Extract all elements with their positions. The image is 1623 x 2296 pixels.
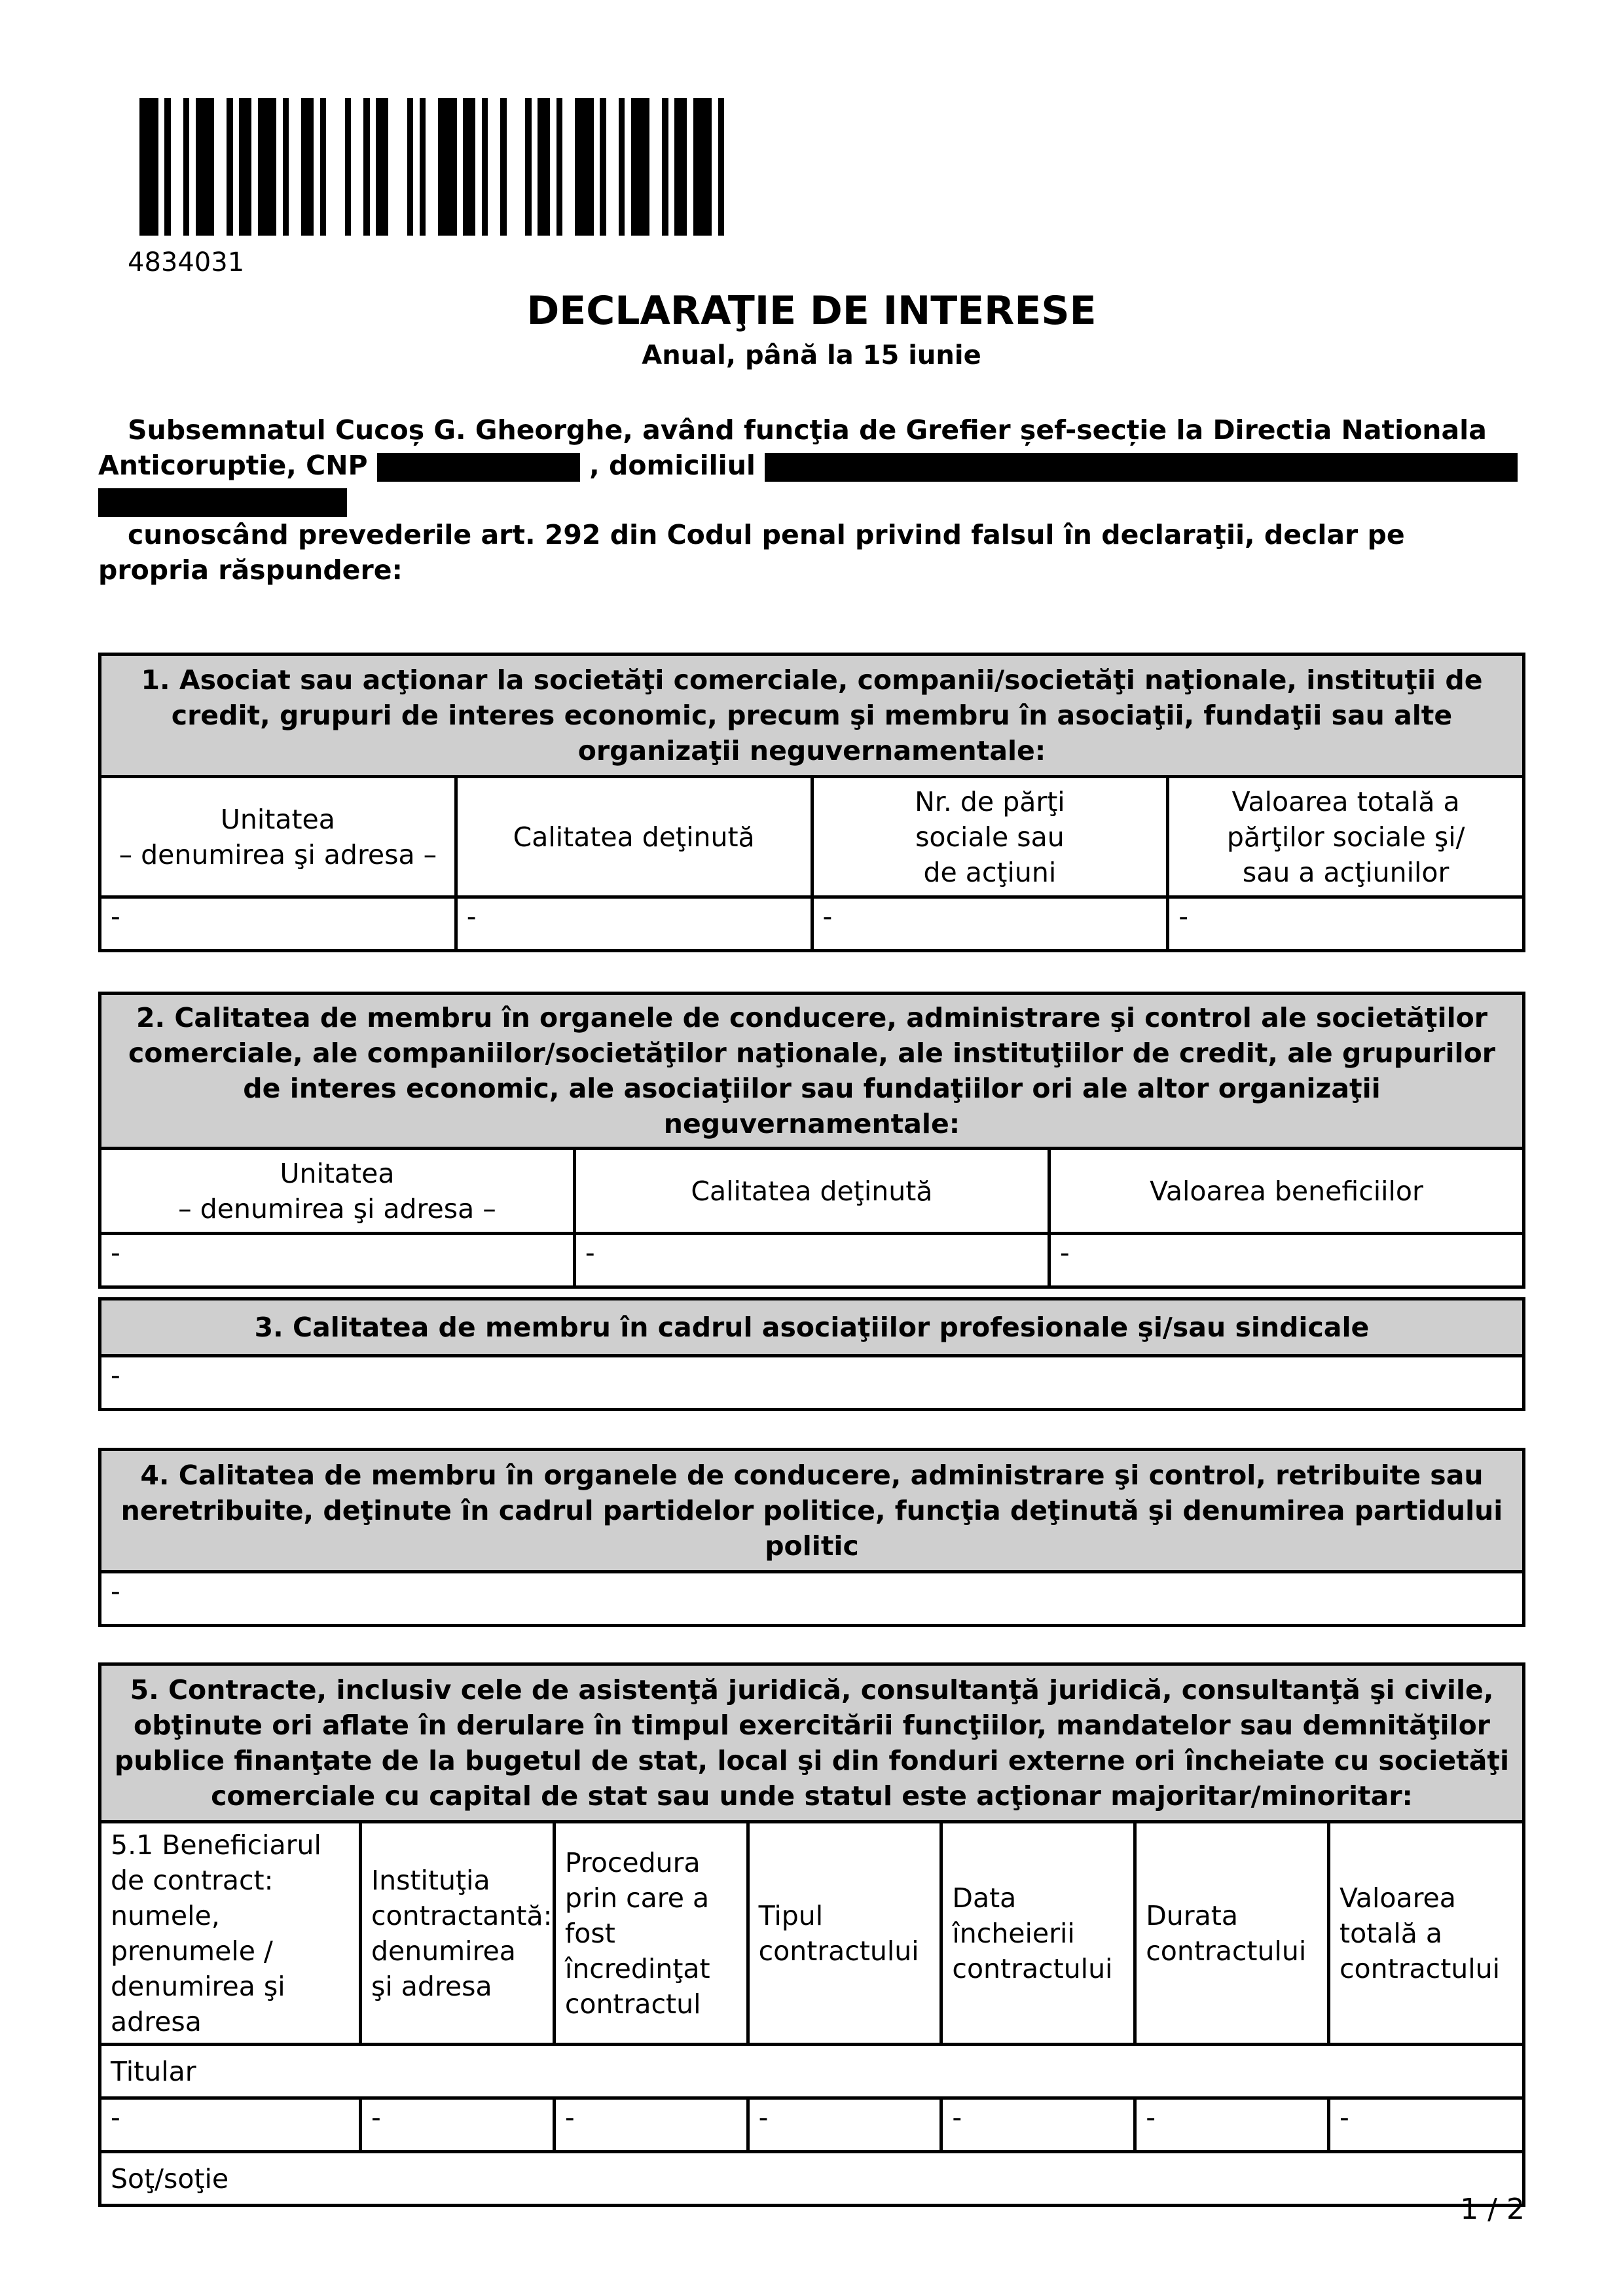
redacted-cnp (377, 453, 580, 482)
page-subtitle: Anual, până la 15 iunie (642, 340, 981, 370)
section5-col-value: Valoarea totală a contractului (1329, 1822, 1524, 2045)
barcode-bar (525, 98, 532, 236)
barcode-bar (619, 98, 625, 236)
barcode (139, 98, 886, 236)
barcode-bar (693, 98, 712, 236)
table-cell: - (100, 2098, 361, 2152)
section2-col-quality: Calitatea deţinută (574, 1149, 1049, 1234)
table-cell: - (812, 897, 1168, 951)
section4-heading: 4. Calitatea de membru în organele de conducere, administrare şi control, retribuite sau neretribuite, deţinute în cadrul partidelor politice, funcţia deţinută şi denumirea partidului politic (100, 1450, 1524, 1572)
table-cell: - (748, 2098, 941, 2152)
barcode-bar (196, 98, 215, 236)
barcode-bar (600, 98, 606, 236)
barcode-bar (283, 98, 289, 236)
barcode-bar (438, 98, 457, 236)
intro-paragraph (98, 412, 1519, 518)
barcode-bar (631, 98, 650, 236)
section5-col-institution: Instituţia contractantă: denumirea şi adresa (361, 1822, 555, 2045)
intro-text: Subsemnatul Cucoș G. Gheorghe, având funcţia de Grefier șef-secție la Directia Nationala Anticoruptie, CNP (98, 414, 1487, 481)
barcode-bar (320, 98, 327, 236)
section2-col-unit: Unitatea – denumirea şi adresa – (100, 1149, 575, 1234)
section5-heading: 5. Contracte, inclusiv cele de asistenţă juridică, consultanţă juridică, consultanţă şi civile, obţinute ori aflate în derulare în timpul exercitării funcţiilor, mandatelor sau demnităţilor publice finanţate de la bugetul de stat, local şi din fonduri externe ori încheiate cu societăţi comerciale cu capital de stat sau unde statul este acţionar majoritar/minoritar: (100, 1664, 1524, 1822)
section5-titular-row: Titular (100, 2045, 1524, 2098)
barcode-bar (674, 98, 687, 236)
redacted-address (765, 453, 1518, 482)
table-cell: - (941, 2098, 1135, 2152)
table-cell: - (100, 897, 456, 951)
section5-table (98, 1662, 1525, 2207)
table-cell: - (1049, 1234, 1523, 1287)
barcode-bar (139, 98, 158, 236)
barcode-bar (575, 98, 594, 236)
barcode-bar (500, 98, 507, 236)
redacted-address-cont (98, 488, 347, 517)
section5-col-procedure: Procedura prin care a fost încredinţat contractul (554, 1822, 748, 2045)
barcode-bar (239, 98, 251, 236)
section5-col-duration: Durata contractului (1135, 1822, 1329, 2045)
table-cell: - (100, 1234, 575, 1287)
barcode-bar (258, 98, 277, 236)
section4-table (98, 1448, 1525, 1627)
table-cell: - (554, 2098, 748, 2152)
barcode-bar (363, 98, 370, 236)
section2-col-benefits: Valoarea beneficiilor (1049, 1149, 1523, 1234)
barcode-bar (407, 98, 414, 236)
barcode-bar (662, 98, 668, 236)
barcode-bar (482, 98, 488, 236)
page-title: DECLARAŢIE DE INTERESE (526, 288, 1097, 334)
section1-col-unit: Unitatea – denumirea şi adresa – (100, 777, 456, 897)
section5-col-beneficiary: 5.1 Beneficiarul de contract: numele, prenumele / denumirea şi adresa (100, 1822, 361, 2045)
barcode-bar (345, 98, 352, 236)
table-cell: - (574, 1234, 1049, 1287)
table-cell: - (100, 1356, 1524, 1410)
barcode-bar (301, 98, 314, 236)
document-number: 4834031 (128, 247, 245, 278)
section2-table (98, 992, 1525, 1289)
barcode-bar (556, 98, 563, 236)
section1-col-shares: Nr. de părţi sociale sau de acţiuni (812, 777, 1168, 897)
barcode-bar (420, 98, 426, 236)
intro-declaration: cunoscând prevederile art. 292 din Codul penal privind falsul în declaraţii, declar pe propria răspundere: (98, 519, 1405, 586)
barcode-bar (463, 98, 475, 236)
barcode-bar (718, 98, 725, 236)
barcode-bar (227, 98, 233, 236)
barcode-bar (164, 98, 171, 236)
page-number: 1 / 2 (1460, 2193, 1525, 2226)
table-cell: - (1135, 2098, 1329, 2152)
section1-col-value: Valoarea totală a părţilor sociale şi/ sau a acţiunilor (1168, 777, 1524, 897)
section1-table (98, 653, 1525, 952)
section5-col-type: Tipul contractului (748, 1822, 941, 2045)
section5-spouse-row: Soţ/soţie (100, 2152, 1524, 2206)
barcode-bar (538, 98, 550, 236)
section5-col-date: Data încheierii contractului (941, 1822, 1135, 2045)
table-cell: - (361, 2098, 555, 2152)
table-cell: - (1168, 897, 1524, 951)
section3-table (98, 1297, 1525, 1411)
section3-heading: 3. Calitatea de membru în cadrul asociaţiilor profesionale şi/sau sindicale (100, 1299, 1524, 1356)
barcode-bar (183, 98, 190, 236)
barcode-bar (376, 98, 388, 236)
section2-heading: 2. Calitatea de membru în organele de conducere, administrare şi control ale societăţilor comerciale, ale companiilor/societăţilor naţionale, ale instituţiilor de credit, ale grupurilor de interes economic, ale asociaţiilor sau fundaţiilor ori ale altor organizaţii neguvernamentale: (100, 994, 1524, 1149)
section1-heading: 1. Asociat sau acţionar la societăţi comerciale, companii/societăţi naţionale, instituţii de credit, grupuri de interes economic, precum şi membru în asociaţii, fundaţii sau alte organizaţii neguvernamentale: (100, 655, 1524, 777)
table-cell: - (456, 897, 812, 951)
table-cell: - (1329, 2098, 1524, 2152)
intro-domicile-label: , domiciliul (589, 450, 756, 481)
table-cell: - (100, 1572, 1524, 1626)
section1-col-quality: Calitatea deţinută (456, 777, 812, 897)
